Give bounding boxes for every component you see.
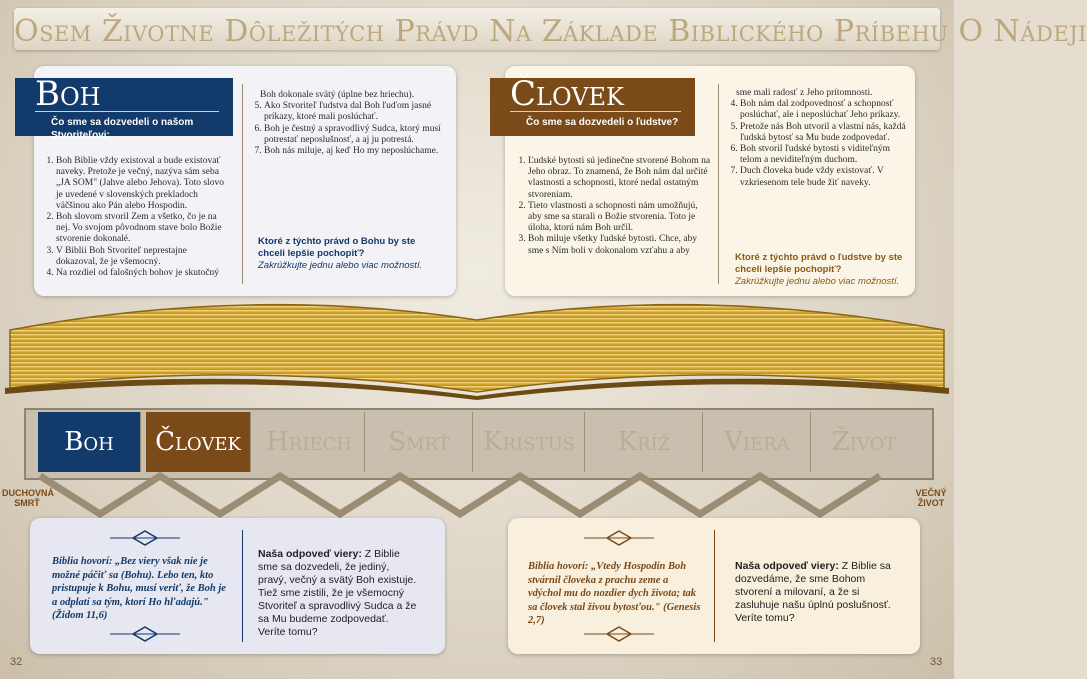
page-title: Osem Životne Dôležitých Právd Na Základe Biblického Príbehu O Nádeji xyxy=(14,14,1087,49)
tab-christ: Kristus xyxy=(474,412,585,472)
god-bible-verse: Biblia hovorí: „Bez viery však nie je možné páčiť sa (Bohu). Lebo ten, kto pristupuje k Bohu, musí veriť, že Boh je a odplatí sa tým, ktorí Ho hľadajú." (Židom 11,6) xyxy=(52,556,226,621)
ornament-icon xyxy=(584,530,654,546)
answer-label: Naša odpoveď viery: xyxy=(258,548,362,560)
tab-god: Boh xyxy=(38,412,141,472)
tab-life: Život xyxy=(831,427,897,457)
human-faith-answer xyxy=(735,560,900,625)
god-list-col1 xyxy=(42,156,230,279)
prompt-hint: Zakrúžkujte jednu alebo viac možností. xyxy=(735,276,900,287)
title-banner xyxy=(14,8,1087,50)
tab-sin: Hriech xyxy=(254,412,365,472)
tab-cross: Kríž xyxy=(586,412,703,472)
prompt-question: Ktoré z týchto právd o Bohu by ste chceli lepšie pochopiť? xyxy=(258,236,416,259)
list-item: 3. Boh miluje všetky ľudské bytosti. Chce, aby sme s Ním boli v dokonalom vzťahu a aby xyxy=(528,234,712,256)
list-item: 2. Boh slovom stvoril Zem a všetko, čo je na nej. Vo svojom pôvodnom stave bolo Božie stvorenie dokonalé. xyxy=(56,212,230,246)
answer-text: Z Biblie sme sa dozvedeli, že jediný, pravý, večný a svätý Boh existuje. Tiež sme zistili, že je všemocný Stvoriteľ a spravodlivý Sudca a že sa Mu budeme zodpovedať. Veríte tomu? xyxy=(258,548,417,638)
god-prompt xyxy=(258,236,438,272)
ornament-icon xyxy=(110,530,180,546)
ribbon-rule xyxy=(35,111,219,112)
list-item: 4. Boh nám dal zodpovednosť a schopnosť poslúchať, ale i neposlúchať Jeho príkazy. xyxy=(740,99,910,121)
page-number-right: 33 xyxy=(930,656,943,668)
human-heading: Človek xyxy=(510,74,624,114)
prompt-hint: Zakrúžkujte jednu alebo viac možností. xyxy=(258,260,423,271)
human-bible-verse: Biblia hovorí: „Vtedy Hospodin Boh stvárnil človeka z prachu zeme a vdýchol mu do nozdier dych života; tak sa človek stal živou bytosťou." (Genesis 2,7) xyxy=(528,561,701,626)
list-item: 2. Tieto vlastnosti a schopnosti nám umožňujú, aby sme sa starali o Božie stvorenia. Toto je úloha, ktorú nám Boh určil. xyxy=(528,201,712,235)
human-list-col2 xyxy=(726,88,910,189)
column-divider xyxy=(242,530,243,642)
list-item: 5. Ako Stvoriteľ ľudstva dal Boh ľuďom jasné príkazy, ktoré mali poslúchať. xyxy=(264,101,446,123)
list-item: 1. Ľudské bytosti sú jedinečne stvorené Bohom na Jeho obraz. To znamená, že Boh nám dal určité vlastnosti a schopnosti, ktoré nedal ostatným stvoreniam. xyxy=(528,156,712,201)
list-item: 5. Pretože nás Boh utvoril a vlastní nás, každá ľudská bytosť sa Mu bude zodpovedať. xyxy=(740,122,910,144)
list-item: 7. Duch človeka bude vždy existovať. V vzkriesenom tele bude žiť naveky. xyxy=(740,166,910,188)
prompt-question: Ktoré z týchto právd o ľudstve by ste chceli lepšie pochopiť? xyxy=(735,252,903,275)
list-continuation: sme mali radosť z Jeho prítomnosti. xyxy=(736,88,873,98)
god-list-col2 xyxy=(250,90,446,157)
spiritual-death-label: DUCHOVNÁ SMRŤ xyxy=(2,488,55,508)
list-item: 7. Boh nás miluje, aj keď Ho my neposlúchame. xyxy=(264,146,446,157)
god-ribbon xyxy=(15,74,233,141)
bridge-trestle xyxy=(40,476,910,516)
eternal-life-label: VEČNÝ ŽIVOT xyxy=(915,488,947,508)
column-divider xyxy=(718,84,719,284)
page-number-left: 32 xyxy=(10,656,23,668)
list-item: 1. Boh Biblie vždy existoval a bude existovať naveky. Pretože je večný, nazýva sám seba „JA SOM" (Jahve alebo Jehova). Toto slovo je uvedené v slovenských prekladoch väčšinou ako Pán alebo Hospodin. xyxy=(56,156,230,212)
tab-death: Smrť xyxy=(366,412,473,472)
answer-text: Z Biblie sa dozvedáme, že sme Bohom stvorení a milovaní, a že si zasluhuje našu úplnú poslušnosť. Veríte tomu? xyxy=(735,560,891,624)
ornament-icon xyxy=(584,626,654,642)
god-heading: Boh xyxy=(35,74,101,114)
list-item: 6. Boh stvoril ľudské bytosti s viditeľným telom a neviditeľným duchom. xyxy=(740,144,910,166)
column-divider xyxy=(714,530,715,642)
human-question: Čo sme sa dozvedeli o ľudstve? xyxy=(526,117,679,128)
list-continuation: Boh dokonale svätý (úplne bez hriechu). xyxy=(260,90,415,100)
list-item: 6. Boh je čestný a spravodlivý Sudca, ktorý musí potrestať neposlušnosť, a aj ju potrestá. xyxy=(264,124,446,146)
human-ribbon xyxy=(490,74,695,136)
human-prompt xyxy=(735,252,905,288)
god-question: Čo sme sa dozvedeli o našom Stvoriteľovi: xyxy=(51,117,194,141)
human-list-col1 xyxy=(514,156,712,257)
open-bible-illustration xyxy=(0,290,954,400)
tab-human: Človek xyxy=(146,412,251,472)
tab-faith: Viera xyxy=(704,412,811,472)
list-item: 3. V Biblii Boh Stvoriteľ neprestajne dokazoval, že je všemocný. xyxy=(56,246,230,268)
answer-label: Naša odpoveď viery: xyxy=(735,560,839,572)
god-faith-answer xyxy=(258,548,418,639)
column-divider xyxy=(242,84,243,284)
list-item: 4. Na rozdiel od falošných bohov je skutočný xyxy=(56,268,230,279)
ornament-icon xyxy=(110,626,180,642)
ribbon-rule xyxy=(510,111,681,112)
